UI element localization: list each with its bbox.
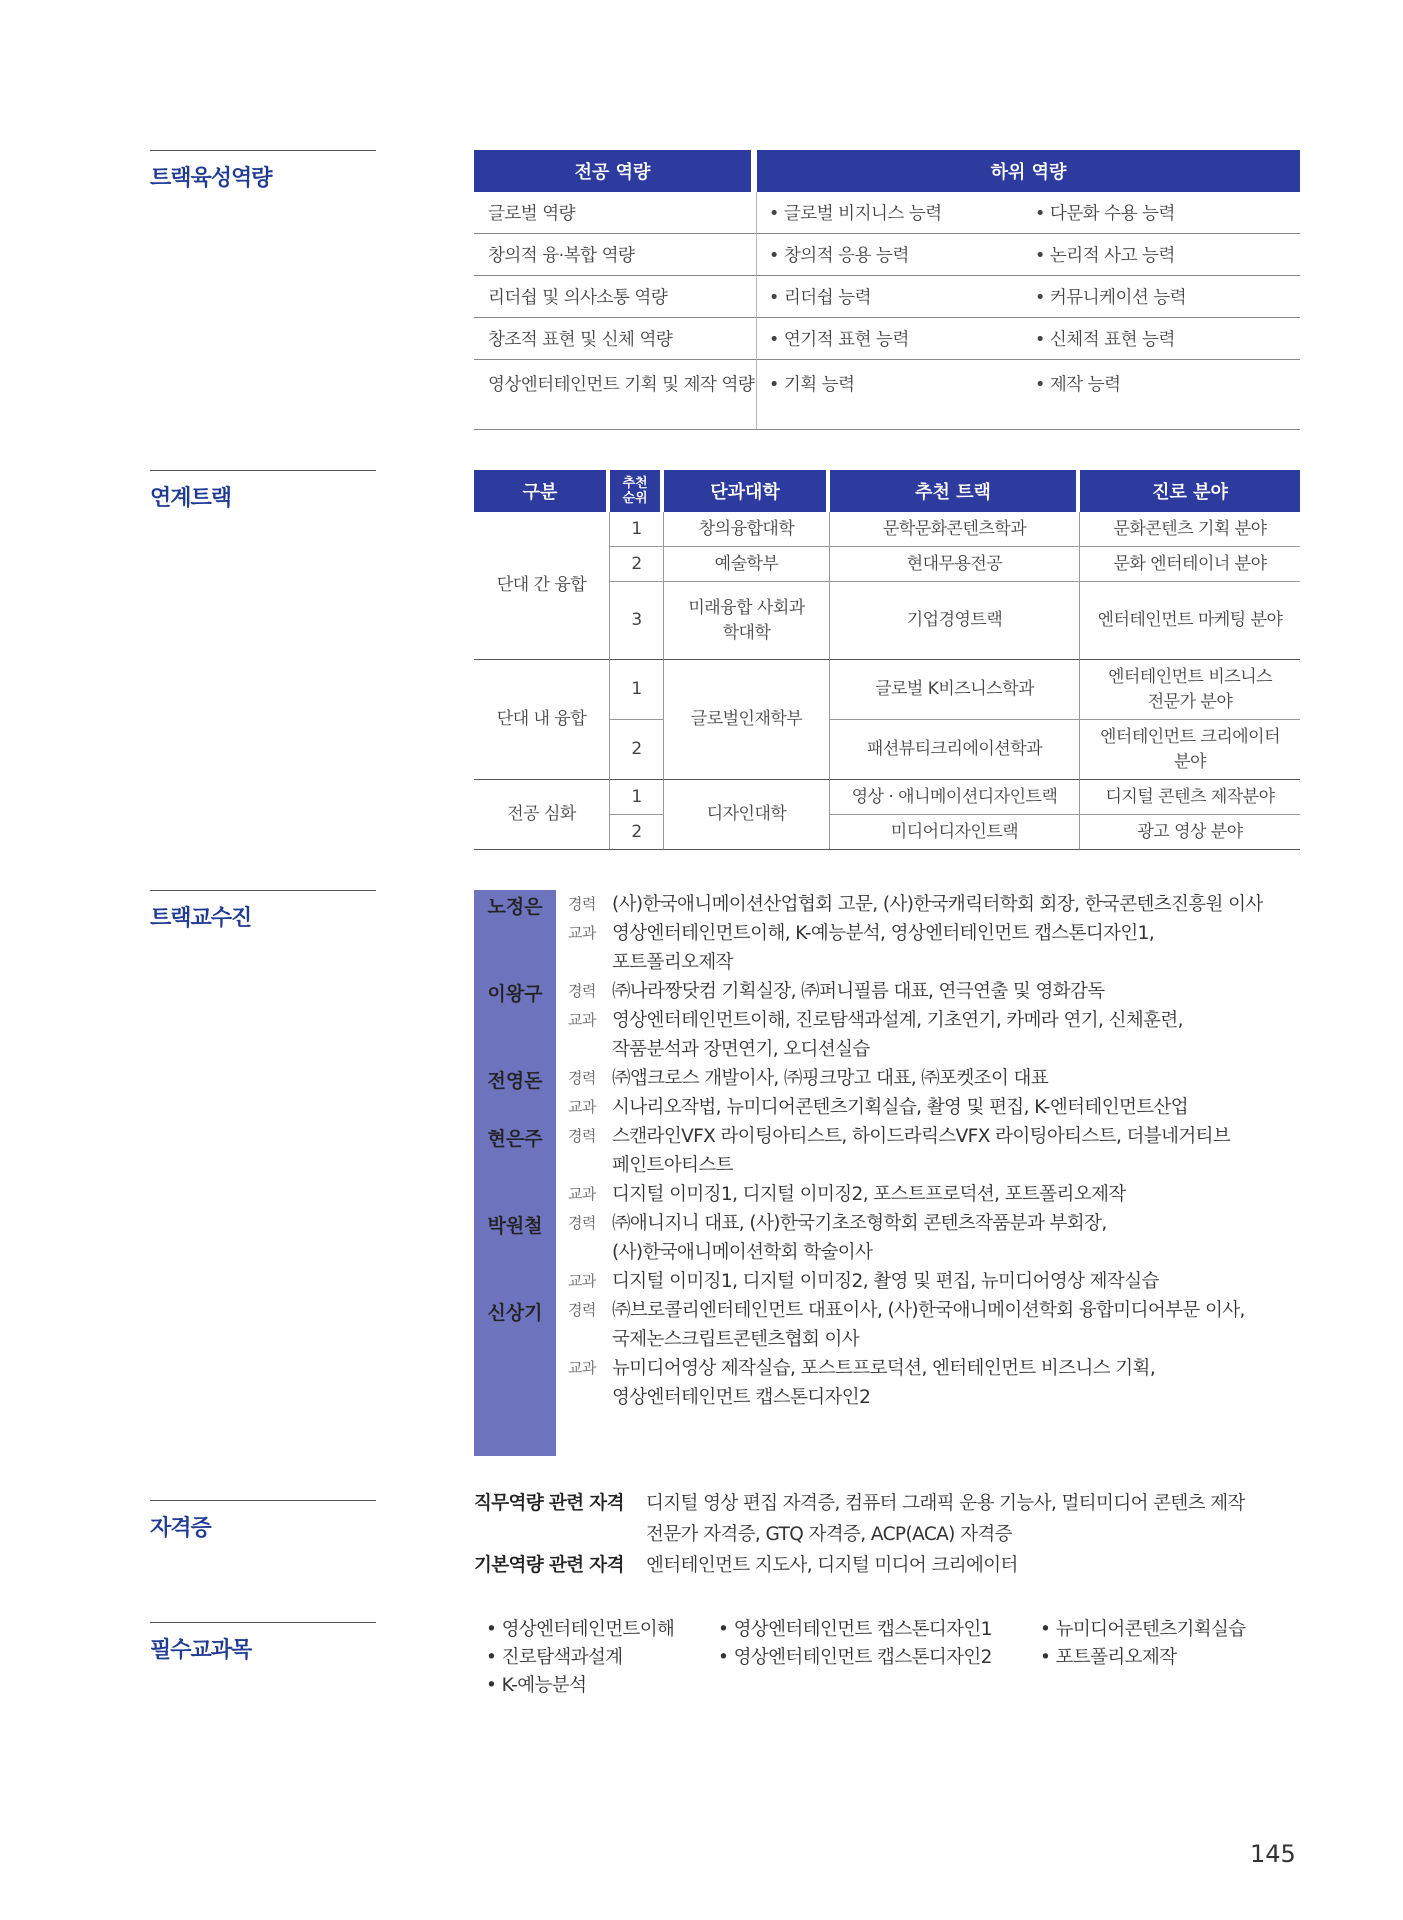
faculty-career-line xyxy=(568,1296,1310,1325)
faculty-courses-line xyxy=(568,1035,1310,1064)
major-cell: 글로벌 역량 xyxy=(474,192,757,234)
required-courses-list xyxy=(486,1616,1306,1700)
header-track: 추천 트랙 xyxy=(830,470,1080,512)
major-cell: 영상엔터테인먼트 기획 및 제작 역량 xyxy=(474,360,757,430)
sub-cell: • 제작 능력 xyxy=(1023,360,1300,430)
career-cell: 엔터테인먼트 비즈니스 전문가 분야 xyxy=(1080,660,1300,720)
rank-cell: 2 xyxy=(610,720,664,780)
faculty-courses-text: 디지털 이미징1, 디지털 이미징2, 촬영 및 편집, 뉴미디어영상 제작실습 xyxy=(612,1271,1159,1292)
header-college: 단과대학 xyxy=(664,470,830,512)
sub-cell: • 논리적 사고 능력 xyxy=(1023,234,1300,276)
section-title-required-courses: 필수교과목 xyxy=(150,1622,376,1664)
faculty-career-tag: 경력 xyxy=(568,1127,596,1145)
table-row xyxy=(474,276,1300,318)
faculty-career-text: ㈜나라짱닷컴 기획실장, ㈜퍼니필름 대표, 연극연출 및 영화감독 xyxy=(612,981,1105,1002)
faculty-career-line xyxy=(568,1238,1310,1267)
faculty-career-line xyxy=(568,1209,1310,1238)
faculty-name: 이왕구 xyxy=(487,983,543,1005)
rank-cell: 2 xyxy=(610,547,664,582)
course-item: • 포트폴리오제작 xyxy=(1040,1647,1177,1668)
faculty-career-tag: 경력 xyxy=(568,1301,596,1319)
linked-track-table xyxy=(474,470,1300,850)
faculty-courses-text: 영상엔터테인먼트이해, 진로탐색과설계, 기초연기, 카메라 연기, 신체훈련, xyxy=(612,1010,1183,1031)
faculty-career-tag: 경력 xyxy=(568,895,596,913)
track-cell: 현대무용전공 xyxy=(830,547,1080,582)
cert-value xyxy=(646,1488,1310,1550)
cert-row xyxy=(474,1550,1310,1581)
faculty-career-tag: 경력 xyxy=(568,1069,596,1087)
faculty-member xyxy=(474,977,1310,1064)
course-item: • K-예능분석 xyxy=(486,1675,587,1696)
cert-key: 기본역량 관련 자격 xyxy=(474,1555,624,1576)
sub-cell: • 신체적 표현 능력 xyxy=(1023,318,1300,360)
faculty-courses-tag: 교과 xyxy=(568,1272,596,1290)
section-title-linked-track: 연계트랙 xyxy=(150,470,376,512)
rank-cell: 1 xyxy=(610,660,664,720)
faculty-career-line xyxy=(568,1151,1310,1180)
major-cell: 리더쉽 및 의사소통 역량 xyxy=(474,276,757,318)
sub-cell: • 창의적 응용 능력 xyxy=(757,234,1023,276)
table-row xyxy=(474,318,1300,360)
faculty-career-text: (사)한국애니메이션학회 학술이사 xyxy=(612,1242,873,1263)
faculty-courses-text: 뉴미디어영상 제작실습, 포스트프로덕션, 엔터테인먼트 비즈니스 기획, xyxy=(612,1358,1156,1379)
sub-cell: • 다문화 수용 능력 xyxy=(1023,192,1300,234)
faculty-courses-line xyxy=(568,919,1310,948)
faculty-courses-tag xyxy=(568,1035,612,1064)
faculty-courses-line xyxy=(568,1093,1310,1122)
faculty-courses-line xyxy=(568,1180,1310,1209)
cert-row xyxy=(474,1488,1310,1550)
faculty-career-text: 국제논스크립트콘텐츠협회 이사 xyxy=(612,1329,860,1350)
faculty-courses-line xyxy=(568,948,1310,977)
header-sub: 하위 역량 xyxy=(757,150,1300,192)
faculty-career-text: 페인트아티스트 xyxy=(612,1155,733,1176)
sub-cell: • 연기적 표현 능력 xyxy=(757,318,1023,360)
career-cell: 엔터테인먼트 마케팅 분야 xyxy=(1080,582,1300,660)
table-row xyxy=(474,192,1300,234)
track-cell: 기업경영트랙 xyxy=(830,582,1080,660)
track-cell: 영상 · 애니메이션디자인트랙 xyxy=(830,780,1080,815)
faculty-courses-text: 시나리오작법, 뉴미디어콘텐츠기획실습, 촬영 및 편집, K-엔터테인먼트산업 xyxy=(612,1097,1189,1118)
sub-cell: • 커뮤니케이션 능력 xyxy=(1023,276,1300,318)
table-row xyxy=(474,360,1300,430)
course-item: • 영상엔터테인먼트이해 xyxy=(486,1619,675,1640)
cert-value-line: 엔터테인먼트 지도사, 디지털 미디어 크리에이터 xyxy=(646,1555,1018,1576)
section-title-competency: 트랙육성역량 xyxy=(150,150,376,192)
course-item: • 영상엔터테인먼트 캡스톤디자인2 xyxy=(718,1647,992,1668)
faculty-career-text: ㈜애니지니 대표, (사)한국기초조형학회 콘텐츠작품분과 부회장, xyxy=(612,1213,1107,1234)
faculty-courses-tag: 교과 xyxy=(568,1185,596,1203)
faculty-courses-line xyxy=(568,1383,1310,1412)
table-row xyxy=(474,660,1300,720)
section-title-faculty: 트랙교수진 xyxy=(150,890,376,932)
faculty-career-tag xyxy=(568,1325,612,1354)
certificates-list xyxy=(474,1488,1310,1581)
faculty-career-line xyxy=(568,890,1310,919)
cert-value xyxy=(646,1550,1310,1581)
faculty-courses-text: 영상엔터테인먼트이해, K-예능분석, 영상엔터테인먼트 캡스톤디자인1, xyxy=(612,923,1155,944)
header-major: 전공 역량 xyxy=(474,150,757,192)
faculty-courses-line xyxy=(568,1006,1310,1035)
college-cell: 디자인대학 xyxy=(664,780,830,850)
major-cell: 창조적 표현 및 신체 역량 xyxy=(474,318,757,360)
table-row xyxy=(474,234,1300,276)
faculty-courses-text: 포트폴리오제작 xyxy=(612,952,733,973)
category-cell: 단대 내 융합 xyxy=(474,660,610,780)
page-number: 145 xyxy=(1250,1840,1296,1868)
faculty-courses-tag: 교과 xyxy=(568,924,596,942)
course-item: • 영상엔터테인먼트 캡스톤디자인1 xyxy=(718,1619,992,1640)
rank-cell: 3 xyxy=(610,582,664,660)
faculty-list xyxy=(474,890,1310,1412)
faculty-name: 전영돈 xyxy=(487,1070,543,1092)
college-cell: 글로벌인재학부 xyxy=(664,660,830,780)
section-title-certificates: 자격증 xyxy=(150,1500,376,1542)
faculty-career-text: ㈜브로콜리엔터테인먼트 대표이사, (사)한국애니메이션학회 융합미디어부문 이사, xyxy=(612,1300,1245,1321)
major-cell: 창의적 융·복합 역량 xyxy=(474,234,757,276)
table-row xyxy=(474,512,1300,547)
faculty-career-text: ㈜앱크로스 개발이사, ㈜핑크망고 대표, ㈜포켓조이 대표 xyxy=(612,1068,1049,1089)
faculty-career-line xyxy=(568,1064,1310,1093)
career-cell: 디지털 콘텐츠 제작분야 xyxy=(1080,780,1300,815)
track-cell: 문학문화콘텐츠학과 xyxy=(830,512,1080,547)
cert-value-line: 전문가 자격증, GTQ 자격증, ACP(ACA) 자격증 xyxy=(646,1524,1012,1545)
table-row xyxy=(474,780,1300,815)
category-cell: 전공 심화 xyxy=(474,780,610,850)
category-cell: 단대 간 융합 xyxy=(474,512,610,660)
course-item: • 뉴미디어콘텐츠기획실습 xyxy=(1040,1619,1246,1640)
faculty-courses-tag xyxy=(568,948,612,977)
faculty-career-line xyxy=(568,977,1310,1006)
faculty-courses-line xyxy=(568,1267,1310,1296)
faculty-member xyxy=(474,1064,1310,1122)
faculty-career-line xyxy=(568,1325,1310,1354)
rank-cell: 1 xyxy=(610,780,664,815)
faculty-career-text: 스캔라인VFX 라이팅아티스트, 하이드라릭스VFX 라이팅아티스트, 더블네거티브 xyxy=(612,1126,1231,1147)
cert-value-line: 디지털 영상 편집 자격증, 컴퓨터 그래픽 운용 기능사, 멀티미디어 콘텐츠 제작 xyxy=(646,1493,1245,1514)
college-cell: 예술학부 xyxy=(664,547,830,582)
track-cell: 미디어디자인트랙 xyxy=(830,815,1080,850)
header-career: 진로 분야 xyxy=(1080,470,1300,512)
track-cell: 패션뷰티크리에이션학과 xyxy=(830,720,1080,780)
sub-cell: • 글로벌 비지니스 능력 xyxy=(757,192,1023,234)
header-category: 구분 xyxy=(474,470,610,512)
course-item: • 진로탐색과설계 xyxy=(486,1647,623,1668)
faculty-name: 신상기 xyxy=(487,1302,543,1324)
cert-key: 직무역량 관련 자격 xyxy=(474,1493,624,1514)
faculty-career-text: (사)한국애니메이션산업협회 고문, (사)한국캐릭터학회 회장, 한국콘텐츠진흥원 이사 xyxy=(612,894,1263,915)
faculty-name: 박원철 xyxy=(487,1215,543,1237)
faculty-career-tag xyxy=(568,1238,612,1267)
faculty-member xyxy=(474,1296,1310,1412)
rank-cell: 1 xyxy=(610,512,664,547)
career-cell: 문화콘텐츠 기획 분야 xyxy=(1080,512,1300,547)
faculty-name: 현은주 xyxy=(487,1128,543,1150)
faculty-courses-text: 작품분석과 장면연기, 오디션실습 xyxy=(612,1039,870,1060)
faculty-courses-tag: 교과 xyxy=(568,1098,596,1116)
faculty-member xyxy=(474,1122,1310,1209)
faculty-member xyxy=(474,890,1310,977)
faculty-member xyxy=(474,1209,1310,1296)
college-cell: 창의융합대학 xyxy=(664,512,830,547)
career-cell: 광고 영상 분야 xyxy=(1080,815,1300,850)
faculty-courses-tag: 교과 xyxy=(568,1359,596,1377)
faculty-name: 노정은 xyxy=(487,896,543,918)
rank-cell: 2 xyxy=(610,815,664,850)
faculty-courses-tag xyxy=(568,1383,612,1412)
career-cell: 엔터테인먼트 크리에이터 분야 xyxy=(1080,720,1300,780)
track-cell: 글로벌 K비즈니스학과 xyxy=(830,660,1080,720)
career-cell: 문화 엔터테이너 분야 xyxy=(1080,547,1300,582)
faculty-career-tag xyxy=(568,1151,612,1180)
competency-table xyxy=(474,150,1300,430)
college-cell: 미래융합 사회과학대학 xyxy=(664,582,830,660)
faculty-career-tag: 경력 xyxy=(568,1214,596,1232)
faculty-career-line xyxy=(568,1122,1310,1151)
faculty-career-tag: 경력 xyxy=(568,982,596,1000)
faculty-courses-text: 영상엔터테인먼트 캡스톤디자인2 xyxy=(612,1387,871,1408)
header-rank: 추천 순위 xyxy=(610,470,664,512)
sub-cell: • 리더쉽 능력 xyxy=(757,276,1023,318)
faculty-courses-tag: 교과 xyxy=(568,1011,596,1029)
faculty-courses-text: 디지털 이미징1, 디지털 이미징2, 포스트프로덕션, 포트폴리오제작 xyxy=(612,1184,1126,1205)
faculty-courses-line xyxy=(568,1354,1310,1383)
sub-cell: • 기획 능력 xyxy=(757,360,1023,430)
